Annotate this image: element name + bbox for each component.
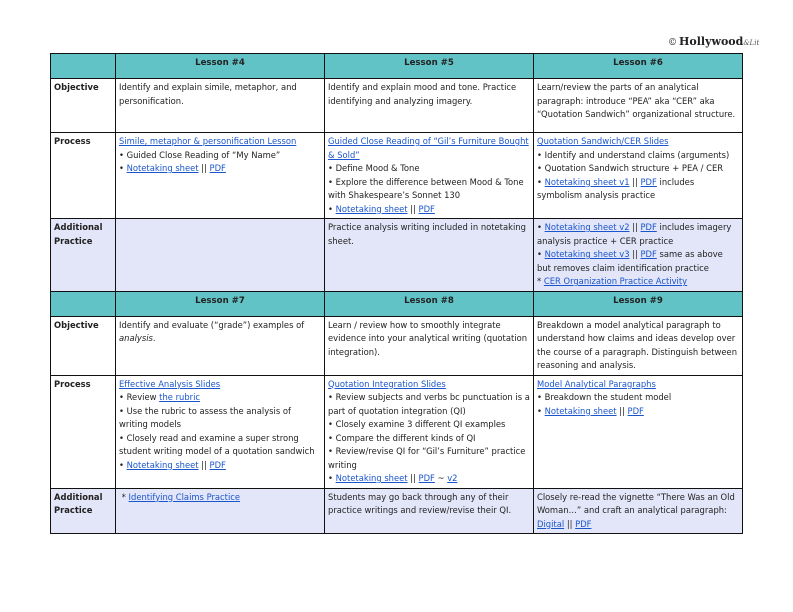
- lesson-4-additional: [116, 219, 325, 292]
- link-separator: ||: [629, 222, 641, 232]
- effective-analysis-slides-link[interactable]: Effective Analysis Slides: [119, 378, 221, 389]
- notetaking-sheet-link[interactable]: Notetaking sheet: [335, 473, 408, 483]
- process-bullet: • Define Mood & Tone: [328, 163, 420, 173]
- header-corner-cell: [51, 291, 116, 316]
- process-bullet: • Closely read and examine a super strong student writing model of a quotation sandwich: [119, 432, 315, 456]
- pdf-link[interactable]: PDF: [575, 518, 592, 529]
- process-bullet: • Explore the difference between Mood & Tone with Shakespeare’s Sonnet 130: [328, 176, 524, 200]
- lesson-header-row: [51, 54, 743, 79]
- process-row: [51, 133, 743, 219]
- link-separator: ||: [564, 518, 576, 529]
- process-row: [51, 375, 743, 488]
- additional-note: includes imagery analysis practice + CER practice: [537, 222, 732, 246]
- process-bullet: • Guided Close Reading of “My Name”: [119, 149, 281, 160]
- brand-logo: [668, 35, 759, 48]
- process-label: Process: [51, 133, 116, 219]
- lesson-plan-table: [50, 53, 743, 534]
- link-separator: ||: [198, 459, 210, 470]
- process-bullet: • Compare the different kinds of QI: [328, 432, 476, 443]
- pdf-link[interactable]: PDF: [209, 459, 226, 470]
- process-note: includes symbolism analysis practice: [537, 176, 695, 200]
- lesson-9-additional: [534, 488, 743, 534]
- objective-emphasis: analysis: [119, 333, 153, 343]
- lesson-8-process: [325, 375, 534, 488]
- digital-link[interactable]: Digital: [537, 518, 565, 529]
- lesson-6-process: [534, 133, 743, 219]
- notetaking-sheet-link[interactable]: Notetaking sheet: [335, 203, 408, 214]
- notetaking-sheet-link[interactable]: Notetaking sheet: [126, 163, 199, 173]
- brand-name: Hollywood: [679, 35, 744, 48]
- objective-row: [51, 79, 743, 133]
- pdf-link[interactable]: PDF: [640, 249, 657, 259]
- link-separator: ||: [407, 473, 419, 483]
- additional-text: Closely re-read the vignette “There Was an Old Woman…” and craft an analytical paragraph:: [537, 491, 735, 515]
- rubric-link[interactable]: the rubric: [159, 392, 201, 402]
- additional-note: same as above but removes claim identification practice: [537, 249, 723, 273]
- asterisk-prefix: *: [121, 491, 129, 502]
- pdf-link[interactable]: PDF: [209, 163, 226, 173]
- process-bullet: • Quotation Sandwich structure + PEA / CER: [537, 163, 724, 173]
- link-separator: ||: [616, 405, 628, 416]
- lesson-8-additional: Students may go back through any of their practice writings and review/revise their QI.: [325, 488, 534, 534]
- quotation-sandwich-slides-link[interactable]: Quotation Sandwich/CER Slides: [537, 136, 669, 146]
- bullet-prefix: •: [119, 163, 127, 173]
- lesson-8-title: Lesson #8: [325, 291, 534, 316]
- lesson-7-title: Lesson #7: [116, 291, 325, 316]
- asterisk-prefix: *: [537, 276, 544, 286]
- process-label: Process: [51, 375, 116, 488]
- lesson-9-title: Lesson #9: [534, 291, 743, 316]
- objective-label: Objective: [51, 316, 116, 375]
- objective-text: Identify and evaluate (“grade”) examples of: [119, 319, 305, 330]
- bullet-prefix: •: [328, 473, 336, 483]
- bullet-prefix: •: [537, 249, 545, 259]
- quotation-integration-slides-link[interactable]: Quotation Integration Slides: [328, 378, 446, 389]
- link-separator: ||: [198, 163, 210, 173]
- pdf-link[interactable]: PDF: [640, 222, 657, 232]
- tilde-separator: ~: [434, 473, 448, 483]
- objective-row: [51, 316, 743, 375]
- pdf-link[interactable]: PDF: [418, 203, 435, 214]
- notetaking-sheet-link[interactable]: Notetaking sheet: [544, 405, 617, 416]
- link-separator: ||: [407, 203, 419, 214]
- lesson-5-objective: Identify and explain mood and tone. Practice identifying and analyzing imagery.: [325, 79, 534, 133]
- additional-practice-label: Additional Practice: [51, 488, 116, 534]
- lesson-4-objective: Identify and explain simile, metaphor, and personification.: [116, 79, 325, 133]
- notetaking-sheet-link[interactable]: Notetaking sheet: [126, 459, 199, 470]
- bullet-prefix: •: [537, 405, 545, 416]
- lesson-6-objective: Learn/review the parts of an analytical paragraph: introduce “PEA” aka “CER” aka “Quotation Sandwich” organizational structure.: [534, 79, 743, 133]
- lesson-header-row: [51, 291, 743, 316]
- lesson-8-objective: Learn / review how to smoothly integrate evidence into your analytical writing (quotation integration).: [325, 316, 534, 375]
- lesson-4-title: Lesson #4: [116, 54, 325, 79]
- v2-link[interactable]: v2: [447, 473, 458, 483]
- lesson-5-title: Lesson #5: [325, 54, 534, 79]
- notetaking-sheet-v2-link[interactable]: Notetaking sheet v2: [544, 222, 630, 232]
- lesson-4-process: [116, 133, 325, 219]
- pdf-link[interactable]: PDF: [640, 176, 657, 187]
- lesson-5-process: [325, 133, 534, 219]
- header-corner-cell: [51, 54, 116, 79]
- bullet-prefix: •: [537, 222, 545, 232]
- process-bullet: • Identify and understand claims (arguments): [537, 149, 730, 160]
- process-bullet: • Review subjects and verbs bc punctuation is a part of quotation integration (QI): [328, 392, 530, 416]
- link-separator: ||: [629, 176, 641, 187]
- copyright-icon: ©: [668, 38, 677, 48]
- process-bullet: • Closely examine 3 different QI examples: [328, 419, 506, 429]
- lesson-9-objective: Breakdown a model analytical paragraph to understand how claims and ideas develop over the course of a paragraph. Distinguish between reasoning and analysis.: [534, 316, 743, 375]
- pdf-link[interactable]: PDF: [627, 405, 644, 416]
- process-bullet: • Review: [119, 392, 160, 402]
- identifying-claims-practice-link[interactable]: Identifying Claims Practice: [128, 491, 241, 502]
- additional-practice-row: [51, 219, 743, 292]
- bullet-prefix: •: [119, 459, 127, 470]
- additional-practice-row: [51, 488, 743, 534]
- pdf-link[interactable]: PDF: [418, 473, 435, 483]
- lesson-7-objective: [116, 316, 325, 375]
- notetaking-sheet-v3-link[interactable]: Notetaking sheet v3: [544, 249, 630, 259]
- bullet-prefix: •: [328, 203, 336, 214]
- process-bullet: • Review/revise QI for “Gil’s Furniture” practice writing: [328, 446, 526, 470]
- lesson-7-additional: [116, 488, 325, 534]
- lesson-6-additional: [534, 219, 743, 292]
- model-analytical-paragraphs-link[interactable]: Model Analytical Paragraphs: [537, 378, 656, 389]
- gils-furniture-reading-link[interactable]: Guided Close Reading of “Gil’s Furniture Bought & Sold”: [328, 136, 529, 160]
- lesson-7-process: [116, 375, 325, 488]
- brand-suffix: &Lit: [743, 39, 760, 47]
- objective-label: Objective: [51, 79, 116, 133]
- lesson-6-title: Lesson #6: [534, 54, 743, 79]
- simile-lesson-link[interactable]: Simile, metaphor & personification Lesson: [119, 136, 297, 146]
- notetaking-sheet-v1-link[interactable]: Notetaking sheet v1: [544, 176, 630, 187]
- objective-text: .: [152, 333, 156, 343]
- additional-practice-label: Additional Practice: [51, 219, 116, 292]
- process-bullet: • Breakdown the student model: [537, 392, 672, 402]
- bullet-prefix: •: [537, 176, 545, 187]
- lesson-5-additional: Practice analysis writing included in notetaking sheet.: [325, 219, 534, 292]
- lesson-9-process: [534, 375, 743, 488]
- link-separator: ||: [629, 249, 641, 259]
- process-bullet: • Use the rubric to assess the analysis of writing models: [119, 405, 291, 429]
- cer-organization-activity-link[interactable]: CER Organization Practice Activity: [543, 276, 688, 286]
